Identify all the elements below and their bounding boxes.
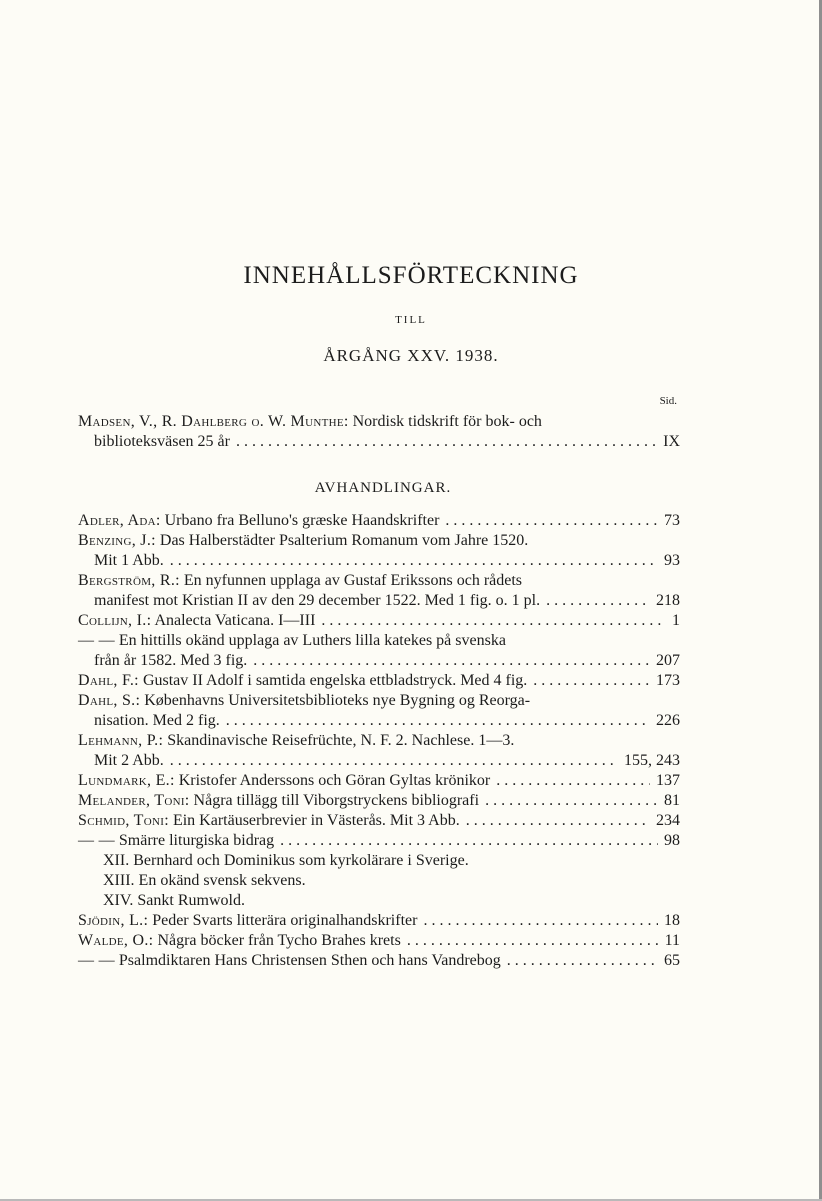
page-number: 218 (656, 592, 680, 609)
entry-author: Lehmann, P.: (78, 732, 164, 749)
entry-author: Schmid, Toni: (78, 812, 169, 829)
entry-title: Gustav II Adolf i samtida engelska ettbladstryck. Med 4 fig. (142, 672, 528, 689)
entry-text (78, 771, 490, 791)
volume-year: ÅRGÅNG XXV. 1938. (323, 346, 499, 365)
toc-entry (78, 611, 680, 631)
subentry-text (103, 871, 306, 891)
toc-entry-line (78, 791, 680, 811)
dot-leader (220, 711, 650, 731)
toc-entry-line-continued (78, 591, 680, 611)
entry-author: Collijn, I.: (78, 612, 152, 629)
entry-title: Bernhard och Dominikus som kyrkolärare i Sverige. (133, 852, 469, 869)
toc-entry (78, 671, 680, 691)
toc-entry-line-continued (78, 711, 680, 731)
entry-title: En hittills okänd upplaga av Luthers lilla katekes på svenska (118, 632, 506, 649)
toc-entry (78, 871, 680, 891)
toc-entry-line (78, 611, 680, 631)
entry-title-continued: Mit 1 Abb. (94, 552, 164, 569)
toc-entry (78, 951, 680, 971)
toc-entry (78, 571, 680, 611)
toc-subentry-line (78, 871, 680, 891)
entry-title: Sankt Rumwold. (137, 892, 245, 909)
dot-leader (164, 551, 658, 571)
entry-text (78, 731, 514, 751)
toc-entry (78, 791, 680, 811)
dot-leader (417, 911, 658, 931)
subentry-number: XIII. (103, 872, 135, 889)
toc-entry-line (78, 831, 680, 851)
toc-entry-line (78, 631, 680, 651)
toc-entry (78, 731, 680, 771)
entry-text (78, 791, 479, 811)
entry-title-continued: manifest mot Kristian II av den 29 december 1522. Med 1 fig. o. 1 pl. (94, 592, 541, 609)
page-number: 1 (672, 612, 680, 629)
toc-entry (78, 891, 680, 911)
entry-title: Ein Kartäuserbrevier in Västerås. Mit 3 Abb. (172, 812, 460, 829)
dot-leader (247, 651, 650, 671)
dot-leader (490, 771, 650, 791)
page-number: 93 (664, 552, 680, 569)
page-column-label: Sid. (659, 395, 677, 407)
toc-entry-line-continued (78, 551, 680, 571)
toc-entry-line (78, 911, 680, 931)
toc-entry-line (78, 511, 680, 531)
entry-title: En okänd svensk sekvens. (138, 872, 306, 889)
subentry-number: XIV. (103, 892, 134, 909)
entry-title: Några tillägg till Viborgstryckens bibliografi (193, 792, 480, 809)
entry-author: Lundmark, E.: (78, 772, 175, 789)
entry-text (78, 831, 274, 851)
entry-text (78, 671, 527, 691)
toc-entry (78, 631, 680, 671)
entry-title: Peder Svarts litterära originalhandskrifter (152, 912, 418, 929)
toc-entry (78, 911, 680, 931)
toc-entry-line (78, 671, 680, 691)
toc-entry-line (78, 771, 680, 791)
toc-entry-line (78, 731, 680, 751)
toc-subentry-line (78, 851, 680, 871)
subentry-text (103, 891, 245, 911)
toc-entry-line (78, 531, 680, 551)
dot-leader (401, 931, 659, 951)
preface-line-2 (78, 432, 680, 452)
toc-entry-line-continued (78, 751, 680, 771)
dot-leader (439, 511, 658, 531)
toc-entry (78, 831, 680, 851)
toc-entry-line (78, 691, 680, 711)
entry-text (78, 951, 501, 971)
page-number: 173 (656, 672, 680, 689)
entry-title: Københavns Universitetsbiblioteks nye Bygning og Reorga- (144, 692, 531, 709)
subtitle-till: TILL (395, 314, 427, 326)
page-number: 81 (664, 792, 680, 809)
page-number: 137 (656, 772, 680, 789)
toc-entry (78, 691, 680, 731)
entry-title: Analecta Vaticana. I—III (154, 612, 316, 629)
page-number: 207 (656, 652, 680, 669)
toc-entry-line (78, 931, 680, 951)
entry-title: Kristofer Anderssons och Göran Gyltas krönikor (178, 772, 491, 789)
toc-entry-line (78, 951, 680, 971)
subentry-number: XII. (103, 852, 130, 869)
page-number: 73 (664, 512, 680, 529)
entry-text (78, 531, 528, 551)
toc-entry-line-continued (78, 651, 680, 671)
entry-author: — — (78, 832, 115, 849)
toc-entry (78, 851, 680, 871)
entry-text (78, 911, 417, 931)
entry-author: Adler, Ada: (78, 512, 161, 529)
entry-text (78, 931, 401, 951)
page-number: IX (663, 433, 680, 450)
dot-leader (315, 611, 666, 631)
entry-title: Skandinavische Reisefrüchte, N. F. 2. Nachlese. 1—3. (167, 732, 515, 749)
entry-author: Bergström, R.: (78, 572, 180, 589)
toc-entry-line (78, 811, 680, 831)
dot-leader (527, 671, 650, 691)
preface-line-1 (78, 412, 680, 432)
toc-entry (78, 811, 680, 831)
dot-leader (274, 831, 658, 851)
page-number: 65 (664, 952, 680, 969)
page-number: 155, 243 (624, 752, 680, 769)
toc-entry-line (78, 571, 680, 591)
entry-author: Dahl, F.: (78, 672, 139, 689)
entry-author: Madsen, V., R. Dahlberg o. W. Munthe: (78, 413, 349, 430)
entry-title: Das Halberstädter Psalterium Romanum vom Jahre 1520. (159, 532, 529, 549)
entry-text (78, 571, 522, 591)
entry-author: — — (78, 632, 115, 649)
section-heading: AVHANDLINGAR. (314, 480, 452, 496)
dot-leader (460, 811, 650, 831)
toc-entry (78, 511, 680, 531)
entry-title-continued: Mit 2 Abb. (94, 752, 164, 769)
dot-leader (479, 791, 658, 811)
entry-title-continued: från år 1582. Med 3 fig. (94, 652, 248, 669)
entry-title-continued: nisation. Med 2 fig. (94, 712, 220, 729)
preface-entry (78, 412, 680, 452)
entry-title: En nyfunnen upplaga av Gustaf Erikssons och rådets (183, 572, 523, 589)
page-number: 11 (664, 932, 680, 949)
entry-text (78, 511, 439, 531)
entry-title: Smärre liturgiska bidrag (118, 832, 275, 849)
entry-text (78, 631, 506, 651)
entry-author: — — (78, 952, 115, 969)
entry-title: Psalmdiktaren Hans Christensen Sthen och hans Vandrebog (118, 952, 501, 969)
dot-leader (540, 591, 650, 611)
entry-author: Dahl, S.: (78, 692, 141, 709)
entry-title: Nordisk tidskrift för bok- och (352, 413, 542, 430)
entry-author: Walde, O.: (78, 932, 154, 949)
entry-text (78, 691, 530, 711)
toc-entry (78, 931, 680, 951)
toc-entries (78, 511, 680, 971)
entry-author: Sjödin, L.: (78, 912, 149, 929)
entry-text (78, 811, 460, 831)
dot-leader (230, 432, 657, 452)
subentry-text (103, 851, 469, 871)
page-number: 226 (656, 712, 680, 729)
entry-author: Melander, Toni: (78, 792, 190, 809)
toc-entry (78, 771, 680, 791)
page-number: 18 (664, 912, 680, 929)
entry-title: Några böcker från Tycho Brahes krets (157, 932, 401, 949)
page-number: 234 (656, 812, 680, 829)
page-title: INNEHÅLLSFÖRTECKNING (243, 262, 579, 289)
dot-leader (164, 751, 618, 771)
dot-leader (501, 951, 658, 971)
toc-subentry-line (78, 891, 680, 911)
page-number: 98 (664, 832, 680, 849)
entry-title-continued: biblioteksväsen 25 år (94, 433, 230, 450)
toc-entry (78, 531, 680, 571)
entry-title: Urbano fra Belluno's græske Haandskrifter (164, 512, 440, 529)
entry-author: Benzing, J.: (78, 532, 156, 549)
entry-text (78, 611, 315, 631)
